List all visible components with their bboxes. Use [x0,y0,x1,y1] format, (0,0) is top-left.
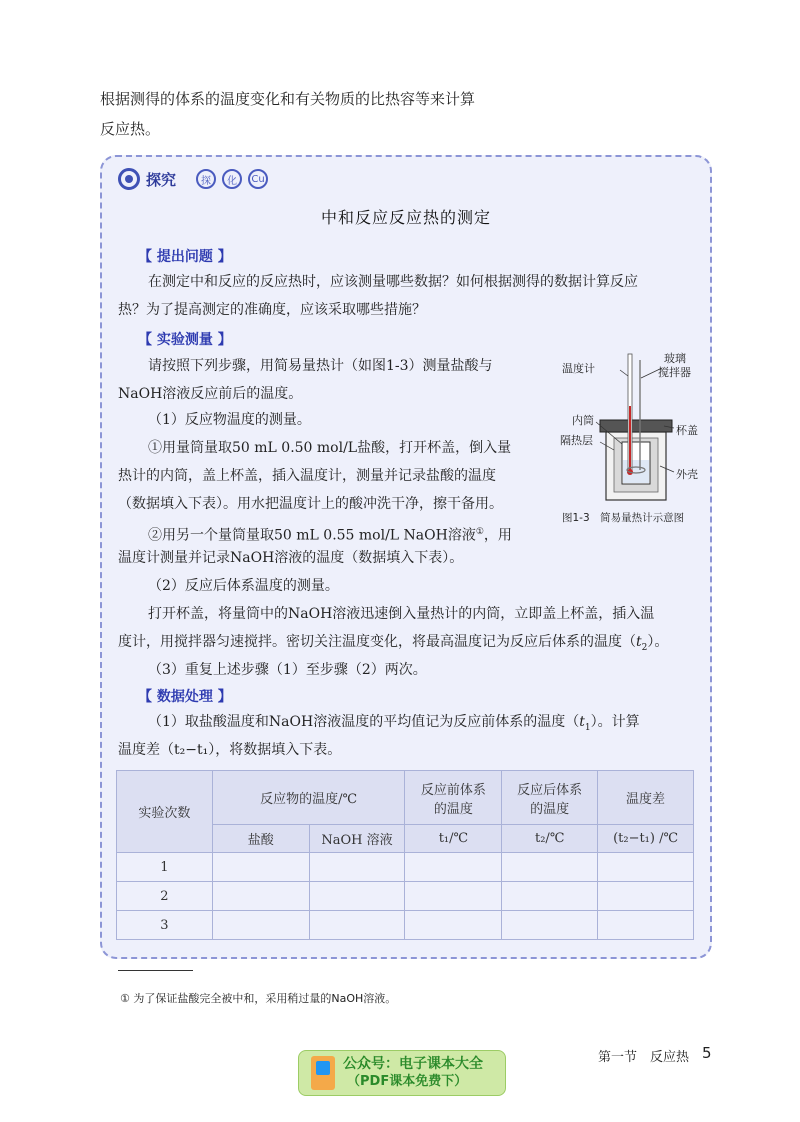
th-naoh: NaOH 溶液 [309,825,405,853]
question-line-2: 热？为了提高测定的准确度，应该采取哪些措施？ [118,302,426,318]
label-thermometer: 温度计 [562,362,595,375]
th-after: 反应后体系 的温度 [502,771,598,825]
calorimeter-figure [556,346,704,546]
blank-cell [212,853,309,882]
heading-measure: 【 实验测量 】 [138,332,232,348]
exploration-header [118,168,268,190]
step-2-line-2: 度计，用搅拌器匀速搅拌。密切关注温度变化，将最高温度记为反应后体系的温度$(t_2)$。 [118,634,669,653]
step-1a-line-3: （数据填入下表）。用水把温度计上的酸冲洗干净，擦干备用。 [118,496,503,512]
step-3: （3）重复上述步骤（1）至步骤（2）两次。 [148,662,427,678]
blank-cell [502,882,598,911]
table-row [117,853,694,882]
step-1a-line-1: ①用量筒量取50 mL 0.50 mol/L盐酸，打开杯盖，倒入量 [148,440,512,456]
label-stirrer-2: 搅拌器 [658,366,691,379]
blank-cell [309,911,405,940]
book-icon [311,1056,335,1090]
figure-caption: 图1-3 简易量热计示意图 [562,512,685,524]
chem-icon-1: 探 [196,169,216,189]
chem-icon-2: 化 [222,169,242,189]
table-row [117,911,694,940]
trial-number: 1 [117,853,213,882]
blank-cell [598,882,694,911]
exploration-tag: 探究 [146,170,177,189]
page-number: 5 [702,1044,712,1062]
footnote-divider [118,970,193,971]
chem-icon-3: Cu [248,169,268,189]
watermark-line-2: （PDF课本免费下） [347,1074,468,1089]
label-stirrer-1: 玻璃 [664,352,686,365]
blank-cell [309,882,405,911]
step-2-title: （2）反应后体系温度的测量。 [148,578,339,594]
step-1a-line-2: 热计的内筒，盖上杯盖，插入温度计，测量并记录盐酸的温度 [118,468,496,484]
watermark-line-1: 公众号：电子课本大全 [343,1056,483,1072]
blank-cell [405,882,502,911]
step-2-line-1: 打开杯盖，将量筒中的NaOH溶液迅速倒入量热计的内筒，立即盖上杯盖，插入温 [148,606,655,622]
blank-cell [502,911,598,940]
label-insulation: 隔热层 [560,434,593,447]
target-icon [118,168,140,190]
table-row [117,882,694,911]
footnote: ① 为了保证盐酸完全被中和，采用稍过量的NaOH溶液。 [120,992,397,1005]
blank-cell [598,911,694,940]
intro-line-1: 根据测得的体系的温度变化和有关物质的比热容等来计算 [100,90,476,108]
th-t2: t₂/℃ [502,825,598,853]
section-label: 第一节 反应热 [598,1050,690,1065]
blank-cell [598,853,694,882]
measure-line-2: NaOH溶液反应前后的温度。 [118,386,303,402]
blank-cell [309,853,405,882]
step-1b-line-2: 温度计测量并记录NaOH溶液的温度（数据填入下表）。 [118,550,464,566]
step-1b-line-1: ②用另一个量筒量取50 mL 0.55 mol/L NaOH溶液①，用 [148,527,512,544]
trial-number: 3 [117,911,213,940]
watermark-badge [298,1050,506,1096]
th-t1: t₁/℃ [405,825,502,853]
intro-line-2: 反应热。 [100,120,161,138]
th-before: 反应前体系 的温度 [405,771,502,825]
footnote-marker: ① [475,527,484,537]
blank-cell [405,853,502,882]
th-diff: 温度差 [598,771,694,825]
th-hcl: 盐酸 [212,825,309,853]
data-line-2: 温度差（t₂−t₁），将数据填入下表。 [118,742,342,758]
data-line-1: （1）取盐酸温度和NaOH溶液温度的平均值记为反应前体系的温度$(t_1)$。计算 [148,714,640,733]
label-lid: 杯盖 [676,424,698,437]
heading-question: 【 提出问题 】 [138,249,232,265]
data-table [116,770,694,940]
heading-data: 【 数据处理 】 [138,689,232,705]
measure-line-1: 请按照下列步骤，用简易量热计（如图1-3）测量盐酸与 [148,358,493,374]
step-1-title: （1）反应物温度的测量。 [148,412,311,428]
th-trial: 实验次数 [117,771,213,853]
label-inner-cup: 内筒 [572,414,594,427]
label-shell: 外壳 [676,468,698,481]
experiment-title: 中和反应反应热的测定 [320,208,491,227]
th-t2-t1: (t₂−t₁) /℃ [598,825,694,853]
th-reactant-temp: 反应物的温度/℃ [212,771,405,825]
trial-number: 2 [117,882,213,911]
blank-cell [212,911,309,940]
question-line-1: 在测定中和反应的反应热时，应该测量哪些数据？如何根据测得的数据计算反应 [148,274,638,290]
blank-cell [405,911,502,940]
blank-cell [502,853,598,882]
blank-cell [212,882,309,911]
